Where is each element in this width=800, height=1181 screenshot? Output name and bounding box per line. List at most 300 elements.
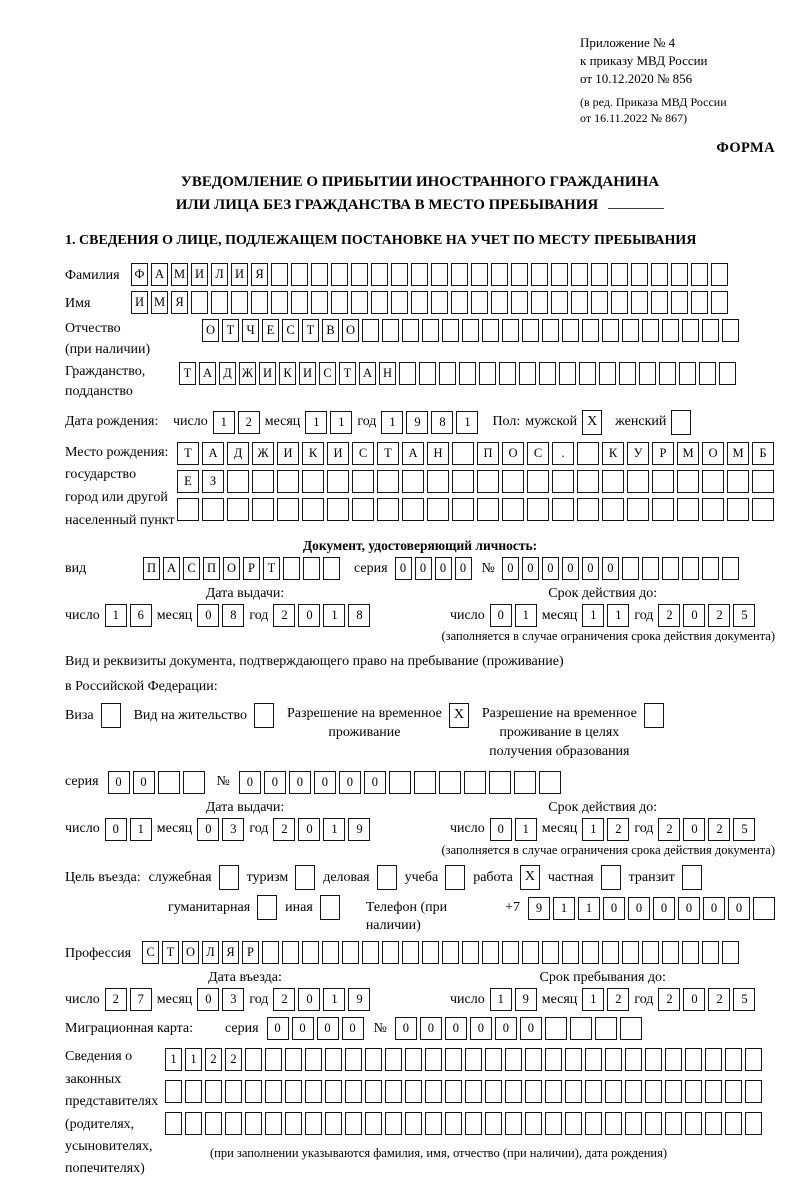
char-cell[interactable] bbox=[445, 1112, 462, 1135]
char-cell[interactable]: 1 bbox=[456, 411, 478, 434]
phone-cells[interactable] bbox=[528, 897, 775, 920]
char-cell[interactable] bbox=[451, 263, 468, 286]
char-cell[interactable]: 0 bbox=[683, 604, 705, 627]
char-cell[interactable] bbox=[254, 703, 274, 728]
char-cell[interactable]: 9 bbox=[348, 818, 370, 841]
char-cell[interactable]: О bbox=[342, 319, 359, 342]
char-cell[interactable] bbox=[422, 941, 439, 964]
char-cell[interactable]: П bbox=[203, 557, 220, 580]
char-cell[interactable] bbox=[165, 1112, 182, 1135]
char-cell[interactable] bbox=[465, 1048, 482, 1071]
char-cell[interactable]: 9 bbox=[528, 897, 550, 920]
char-cell[interactable] bbox=[682, 557, 699, 580]
char-cell[interactable] bbox=[219, 865, 239, 890]
purpose-business-checkbox[interactable] bbox=[219, 865, 239, 890]
char-cell[interactable] bbox=[602, 941, 619, 964]
char-cell[interactable] bbox=[452, 498, 474, 521]
char-cell[interactable]: Д bbox=[227, 442, 249, 465]
char-cell[interactable] bbox=[427, 470, 449, 493]
representatives-cells-row1[interactable] bbox=[165, 1048, 762, 1071]
char-cell[interactable] bbox=[671, 291, 688, 314]
char-cell[interactable] bbox=[611, 291, 628, 314]
char-cell[interactable] bbox=[320, 895, 340, 920]
char-cell[interactable] bbox=[719, 362, 736, 385]
char-cell[interactable] bbox=[325, 1048, 342, 1071]
char-cell[interactable] bbox=[565, 1048, 582, 1071]
birth-month-cells[interactable] bbox=[305, 411, 352, 434]
char-cell[interactable] bbox=[431, 291, 448, 314]
char-cell[interactable] bbox=[101, 703, 121, 728]
char-cell[interactable] bbox=[511, 263, 528, 286]
char-cell[interactable]: Т bbox=[222, 319, 239, 342]
char-cell[interactable]: . bbox=[552, 442, 574, 465]
char-cell[interactable] bbox=[502, 470, 524, 493]
char-cell[interactable] bbox=[165, 1080, 182, 1103]
char-cell[interactable]: Т bbox=[162, 941, 179, 964]
char-cell[interactable] bbox=[702, 941, 719, 964]
char-cell[interactable] bbox=[662, 319, 679, 342]
temp-residence-checkbox[interactable] bbox=[449, 703, 469, 728]
char-cell[interactable]: 2 bbox=[273, 818, 295, 841]
char-cell[interactable] bbox=[702, 498, 724, 521]
char-cell[interactable] bbox=[371, 291, 388, 314]
char-cell[interactable]: 2 bbox=[607, 818, 629, 841]
char-cell[interactable] bbox=[499, 362, 516, 385]
char-cell[interactable] bbox=[323, 557, 340, 580]
char-cell[interactable]: 0 bbox=[298, 988, 320, 1011]
char-cell[interactable] bbox=[465, 1080, 482, 1103]
char-cell[interactable] bbox=[382, 319, 399, 342]
char-cell[interactable] bbox=[277, 470, 299, 493]
char-cell[interactable]: Ж bbox=[239, 362, 256, 385]
char-cell[interactable]: 0 bbox=[683, 988, 705, 1011]
char-cell[interactable]: 5 bbox=[733, 818, 755, 841]
char-cell[interactable] bbox=[202, 498, 224, 521]
char-cell[interactable]: X bbox=[582, 410, 602, 435]
char-cell[interactable]: 1 bbox=[582, 604, 604, 627]
char-cell[interactable]: О bbox=[182, 941, 199, 964]
char-cell[interactable] bbox=[551, 263, 568, 286]
char-cell[interactable] bbox=[402, 498, 424, 521]
char-cell[interactable] bbox=[677, 498, 699, 521]
char-cell[interactable] bbox=[671, 263, 688, 286]
char-cell[interactable] bbox=[371, 263, 388, 286]
char-cell[interactable]: М bbox=[171, 263, 188, 286]
char-cell[interactable] bbox=[325, 1080, 342, 1103]
char-cell[interactable] bbox=[631, 263, 648, 286]
char-cell[interactable]: Т bbox=[302, 319, 319, 342]
char-cell[interactable] bbox=[265, 1048, 282, 1071]
char-cell[interactable]: 2 bbox=[708, 604, 730, 627]
char-cell[interactable] bbox=[665, 1112, 682, 1135]
char-cell[interactable] bbox=[542, 941, 559, 964]
char-cell[interactable] bbox=[722, 941, 739, 964]
char-cell[interactable] bbox=[485, 1048, 502, 1071]
char-cell[interactable] bbox=[305, 1048, 322, 1071]
char-cell[interactable]: 2 bbox=[708, 818, 730, 841]
char-cell[interactable]: 3 bbox=[222, 988, 244, 1011]
char-cell[interactable]: В bbox=[322, 319, 339, 342]
char-cell[interactable] bbox=[601, 865, 621, 890]
char-cell[interactable]: 2 bbox=[105, 988, 127, 1011]
identity-valid-year[interactable] bbox=[658, 604, 755, 627]
char-cell[interactable] bbox=[625, 1080, 642, 1103]
char-cell[interactable]: 0 bbox=[298, 818, 320, 841]
char-cell[interactable] bbox=[445, 865, 465, 890]
char-cell[interactable] bbox=[671, 410, 691, 435]
doc-kind-cells[interactable] bbox=[143, 557, 340, 580]
char-cell[interactable] bbox=[579, 362, 596, 385]
char-cell[interactable] bbox=[227, 470, 249, 493]
char-cell[interactable]: 5 bbox=[733, 604, 755, 627]
char-cell[interactable] bbox=[702, 470, 724, 493]
char-cell[interactable] bbox=[391, 263, 408, 286]
char-cell[interactable]: 0 bbox=[495, 1017, 517, 1040]
char-cell[interactable] bbox=[539, 771, 561, 794]
char-cell[interactable] bbox=[522, 319, 539, 342]
char-cell[interactable]: И bbox=[231, 263, 248, 286]
char-cell[interactable] bbox=[585, 1048, 602, 1071]
char-cell[interactable]: 1 bbox=[607, 604, 629, 627]
char-cell[interactable]: 0 bbox=[289, 771, 311, 794]
char-cell[interactable] bbox=[545, 1048, 562, 1071]
char-cell[interactable] bbox=[505, 1048, 522, 1071]
char-cell[interactable]: 0 bbox=[703, 897, 725, 920]
char-cell[interactable] bbox=[471, 263, 488, 286]
char-cell[interactable]: У bbox=[627, 442, 649, 465]
char-cell[interactable]: 2 bbox=[205, 1048, 222, 1071]
residence-valid-day[interactable] bbox=[490, 818, 537, 841]
char-cell[interactable] bbox=[631, 291, 648, 314]
char-cell[interactable] bbox=[622, 319, 639, 342]
char-cell[interactable] bbox=[462, 319, 479, 342]
char-cell[interactable]: 0 bbox=[197, 818, 219, 841]
purpose-work-checkbox[interactable] bbox=[520, 865, 540, 890]
char-cell[interactable] bbox=[245, 1080, 262, 1103]
char-cell[interactable] bbox=[752, 470, 774, 493]
char-cell[interactable] bbox=[302, 470, 324, 493]
residence-issue-month[interactable] bbox=[197, 818, 244, 841]
char-cell[interactable] bbox=[605, 1048, 622, 1071]
char-cell[interactable] bbox=[325, 1112, 342, 1135]
stay-day-cells[interactable] bbox=[490, 988, 537, 1011]
char-cell[interactable]: А bbox=[199, 362, 216, 385]
char-cell[interactable] bbox=[525, 1112, 542, 1135]
char-cell[interactable]: 0 bbox=[342, 1017, 364, 1040]
char-cell[interactable] bbox=[405, 1080, 422, 1103]
char-cell[interactable] bbox=[642, 557, 659, 580]
char-cell[interactable]: 0 bbox=[683, 818, 705, 841]
char-cell[interactable] bbox=[283, 557, 300, 580]
char-cell[interactable]: П bbox=[143, 557, 160, 580]
char-cell[interactable]: 1 bbox=[515, 604, 537, 627]
char-cell[interactable] bbox=[227, 498, 249, 521]
residence-valid-month[interactable] bbox=[582, 818, 629, 841]
char-cell[interactable]: И bbox=[131, 291, 148, 314]
char-cell[interactable] bbox=[411, 291, 428, 314]
char-cell[interactable] bbox=[482, 941, 499, 964]
char-cell[interactable]: 0 bbox=[728, 897, 750, 920]
char-cell[interactable] bbox=[351, 291, 368, 314]
char-cell[interactable] bbox=[627, 470, 649, 493]
char-cell[interactable] bbox=[305, 1112, 322, 1135]
char-cell[interactable]: Б bbox=[752, 442, 774, 465]
char-cell[interactable] bbox=[479, 362, 496, 385]
char-cell[interactable] bbox=[559, 362, 576, 385]
char-cell[interactable] bbox=[585, 1112, 602, 1135]
char-cell[interactable] bbox=[391, 291, 408, 314]
char-cell[interactable] bbox=[685, 1048, 702, 1071]
char-cell[interactable]: 0 bbox=[364, 771, 386, 794]
stay-year-cells[interactable] bbox=[658, 988, 755, 1011]
char-cell[interactable]: А bbox=[359, 362, 376, 385]
char-cell[interactable] bbox=[725, 1048, 742, 1071]
char-cell[interactable] bbox=[571, 291, 588, 314]
char-cell[interactable]: Р bbox=[652, 442, 674, 465]
char-cell[interactable] bbox=[582, 319, 599, 342]
char-cell[interactable]: 0 bbox=[239, 771, 261, 794]
char-cell[interactable] bbox=[445, 1080, 462, 1103]
char-cell[interactable]: С bbox=[352, 442, 374, 465]
char-cell[interactable]: 0 bbox=[317, 1017, 339, 1040]
char-cell[interactable]: 0 bbox=[435, 557, 452, 580]
birth-place-cells-row2[interactable] bbox=[177, 470, 774, 493]
char-cell[interactable] bbox=[402, 470, 424, 493]
char-cell[interactable]: 0 bbox=[562, 557, 579, 580]
char-cell[interactable]: К bbox=[602, 442, 624, 465]
char-cell[interactable]: З bbox=[202, 470, 224, 493]
char-cell[interactable]: Я bbox=[222, 941, 239, 964]
char-cell[interactable] bbox=[385, 1112, 402, 1135]
char-cell[interactable] bbox=[727, 498, 749, 521]
char-cell[interactable] bbox=[611, 263, 628, 286]
char-cell[interactable]: М bbox=[151, 291, 168, 314]
char-cell[interactable] bbox=[552, 470, 574, 493]
char-cell[interactable] bbox=[442, 319, 459, 342]
char-cell[interactable]: Н bbox=[427, 442, 449, 465]
char-cell[interactable] bbox=[291, 263, 308, 286]
char-cell[interactable] bbox=[385, 1080, 402, 1103]
char-cell[interactable]: 0 bbox=[108, 771, 130, 794]
char-cell[interactable]: 2 bbox=[658, 988, 680, 1011]
char-cell[interactable] bbox=[231, 291, 248, 314]
char-cell[interactable] bbox=[245, 1048, 262, 1071]
identity-valid-month[interactable] bbox=[582, 604, 629, 627]
char-cell[interactable]: X bbox=[449, 703, 469, 728]
char-cell[interactable] bbox=[311, 263, 328, 286]
stay-month-cells[interactable] bbox=[582, 988, 629, 1011]
char-cell[interactable]: О bbox=[702, 442, 724, 465]
char-cell[interactable]: 1 bbox=[490, 988, 512, 1011]
char-cell[interactable] bbox=[311, 291, 328, 314]
char-cell[interactable]: 0 bbox=[603, 897, 625, 920]
char-cell[interactable] bbox=[205, 1080, 222, 1103]
migration-series-cells[interactable] bbox=[267, 1017, 364, 1040]
char-cell[interactable] bbox=[285, 1080, 302, 1103]
char-cell[interactable]: 0 bbox=[133, 771, 155, 794]
char-cell[interactable] bbox=[522, 941, 539, 964]
identity-issue-month[interactable] bbox=[197, 604, 244, 627]
char-cell[interactable] bbox=[722, 319, 739, 342]
char-cell[interactable] bbox=[477, 498, 499, 521]
char-cell[interactable]: Д bbox=[219, 362, 236, 385]
char-cell[interactable] bbox=[464, 771, 486, 794]
char-cell[interactable] bbox=[485, 1112, 502, 1135]
char-cell[interactable] bbox=[491, 291, 508, 314]
char-cell[interactable] bbox=[662, 941, 679, 964]
char-cell[interactable] bbox=[605, 1080, 622, 1103]
char-cell[interactable]: 0 bbox=[653, 897, 675, 920]
char-cell[interactable] bbox=[562, 319, 579, 342]
char-cell[interactable]: 1 bbox=[381, 411, 403, 434]
char-cell[interactable] bbox=[551, 291, 568, 314]
char-cell[interactable] bbox=[753, 897, 775, 920]
char-cell[interactable] bbox=[545, 1112, 562, 1135]
char-cell[interactable]: С bbox=[282, 319, 299, 342]
char-cell[interactable] bbox=[505, 1080, 522, 1103]
char-cell[interactable] bbox=[685, 1080, 702, 1103]
char-cell[interactable] bbox=[691, 263, 708, 286]
birth-place-cells-row1[interactable] bbox=[177, 442, 774, 465]
char-cell[interactable]: Р bbox=[242, 941, 259, 964]
char-cell[interactable]: 1 bbox=[330, 411, 352, 434]
char-cell[interactable]: 0 bbox=[197, 604, 219, 627]
char-cell[interactable] bbox=[345, 1048, 362, 1071]
char-cell[interactable] bbox=[362, 319, 379, 342]
char-cell[interactable] bbox=[745, 1048, 762, 1071]
char-cell[interactable] bbox=[389, 771, 411, 794]
char-cell[interactable] bbox=[414, 771, 436, 794]
char-cell[interactable] bbox=[539, 362, 556, 385]
char-cell[interactable]: 0 bbox=[628, 897, 650, 920]
char-cell[interactable] bbox=[262, 941, 279, 964]
char-cell[interactable] bbox=[651, 291, 668, 314]
char-cell[interactable]: 0 bbox=[339, 771, 361, 794]
char-cell[interactable] bbox=[552, 498, 574, 521]
char-cell[interactable] bbox=[177, 498, 199, 521]
char-cell[interactable]: 1 bbox=[130, 818, 152, 841]
char-cell[interactable] bbox=[625, 1112, 642, 1135]
char-cell[interactable] bbox=[725, 1112, 742, 1135]
char-cell[interactable] bbox=[482, 319, 499, 342]
char-cell[interactable] bbox=[505, 1112, 522, 1135]
char-cell[interactable] bbox=[365, 1112, 382, 1135]
char-cell[interactable] bbox=[327, 470, 349, 493]
char-cell[interactable] bbox=[685, 1112, 702, 1135]
char-cell[interactable] bbox=[485, 1080, 502, 1103]
char-cell[interactable]: 2 bbox=[607, 988, 629, 1011]
char-cell[interactable]: 8 bbox=[348, 604, 370, 627]
surname-cells[interactable] bbox=[131, 263, 728, 286]
char-cell[interactable] bbox=[605, 1112, 622, 1135]
char-cell[interactable]: X bbox=[520, 865, 540, 890]
char-cell[interactable] bbox=[752, 498, 774, 521]
char-cell[interactable]: И bbox=[191, 263, 208, 286]
char-cell[interactable]: 0 bbox=[455, 557, 472, 580]
char-cell[interactable] bbox=[362, 941, 379, 964]
char-cell[interactable] bbox=[652, 498, 674, 521]
char-cell[interactable] bbox=[527, 498, 549, 521]
identity-valid-day[interactable] bbox=[490, 604, 537, 627]
char-cell[interactable]: 0 bbox=[298, 604, 320, 627]
char-cell[interactable] bbox=[662, 557, 679, 580]
char-cell[interactable]: И bbox=[299, 362, 316, 385]
char-cell[interactable] bbox=[602, 319, 619, 342]
char-cell[interactable] bbox=[582, 941, 599, 964]
char-cell[interactable] bbox=[422, 319, 439, 342]
char-cell[interactable] bbox=[651, 263, 668, 286]
char-cell[interactable] bbox=[352, 470, 374, 493]
char-cell[interactable] bbox=[682, 319, 699, 342]
visa-checkbox[interactable] bbox=[101, 703, 121, 728]
char-cell[interactable] bbox=[571, 263, 588, 286]
char-cell[interactable]: Т bbox=[263, 557, 280, 580]
char-cell[interactable] bbox=[377, 470, 399, 493]
char-cell[interactable]: 0 bbox=[292, 1017, 314, 1040]
char-cell[interactable]: О bbox=[202, 319, 219, 342]
char-cell[interactable]: 1 bbox=[582, 988, 604, 1011]
char-cell[interactable] bbox=[511, 291, 528, 314]
sex-male-checkbox[interactable] bbox=[582, 410, 602, 435]
char-cell[interactable]: 1 bbox=[305, 411, 327, 434]
char-cell[interactable] bbox=[585, 1080, 602, 1103]
char-cell[interactable]: 1 bbox=[582, 818, 604, 841]
sex-female-checkbox[interactable] bbox=[671, 410, 691, 435]
char-cell[interactable]: 0 bbox=[105, 818, 127, 841]
char-cell[interactable]: О bbox=[502, 442, 524, 465]
char-cell[interactable] bbox=[442, 941, 459, 964]
char-cell[interactable] bbox=[619, 362, 636, 385]
char-cell[interactable]: 0 bbox=[602, 557, 619, 580]
char-cell[interactable] bbox=[285, 1112, 302, 1135]
char-cell[interactable] bbox=[402, 319, 419, 342]
purpose-humanitarian-checkbox[interactable] bbox=[257, 895, 277, 920]
char-cell[interactable]: Я bbox=[251, 263, 268, 286]
entry-year-cells[interactable] bbox=[273, 988, 370, 1011]
char-cell[interactable] bbox=[271, 291, 288, 314]
char-cell[interactable] bbox=[725, 1080, 742, 1103]
char-cell[interactable]: С bbox=[183, 557, 200, 580]
char-cell[interactable] bbox=[652, 470, 674, 493]
char-cell[interactable]: А bbox=[202, 442, 224, 465]
char-cell[interactable] bbox=[514, 771, 536, 794]
char-cell[interactable] bbox=[345, 1080, 362, 1103]
char-cell[interactable] bbox=[382, 941, 399, 964]
char-cell[interactable] bbox=[351, 263, 368, 286]
char-cell[interactable]: С bbox=[319, 362, 336, 385]
char-cell[interactable]: Л bbox=[211, 263, 228, 286]
char-cell[interactable]: 0 bbox=[520, 1017, 542, 1040]
char-cell[interactable] bbox=[465, 1112, 482, 1135]
char-cell[interactable] bbox=[639, 362, 656, 385]
char-cell[interactable] bbox=[682, 941, 699, 964]
char-cell[interactable] bbox=[622, 557, 639, 580]
char-cell[interactable] bbox=[659, 362, 676, 385]
char-cell[interactable]: К bbox=[302, 442, 324, 465]
char-cell[interactable] bbox=[570, 1017, 592, 1040]
char-cell[interactable] bbox=[452, 442, 474, 465]
migration-number-cells[interactable] bbox=[395, 1017, 642, 1040]
char-cell[interactable]: 2 bbox=[708, 988, 730, 1011]
char-cell[interactable] bbox=[502, 498, 524, 521]
char-cell[interactable] bbox=[365, 1048, 382, 1071]
char-cell[interactable] bbox=[642, 319, 659, 342]
char-cell[interactable]: А bbox=[151, 263, 168, 286]
char-cell[interactable] bbox=[591, 291, 608, 314]
char-cell[interactable]: 3 bbox=[222, 818, 244, 841]
char-cell[interactable]: Р bbox=[243, 557, 260, 580]
char-cell[interactable] bbox=[599, 362, 616, 385]
